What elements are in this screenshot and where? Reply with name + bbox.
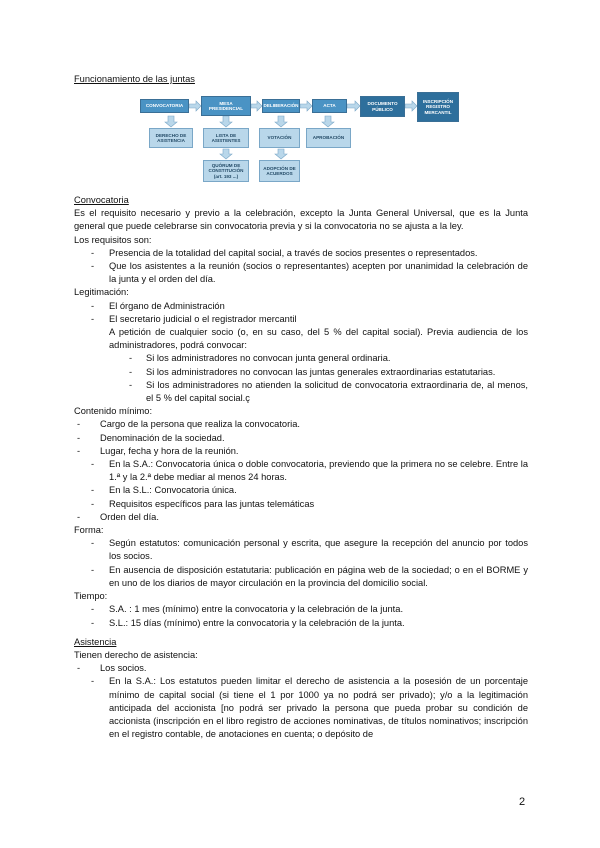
arrow-right (347, 101, 360, 111)
list-item: - Orden del día. (74, 511, 528, 524)
diagram-box-quorum: QUÓRUM DE CONSTITUCIÓN (art. 193 ...) (203, 160, 249, 182)
arrow-down (322, 116, 334, 127)
diagram-box-acta: ACTA (312, 99, 347, 113)
arrow-down (165, 116, 177, 127)
list-item: - Lugar, fecha y hora de la reunión. (74, 445, 528, 458)
paragraph: A petición de cualquier socio (o, en su caso, del 5 % del capital social). Previa audiencia de los administradores, podrá convocar: (109, 327, 528, 351)
diagram-box-documento: DOCUMENTO PÚBLICO (360, 96, 405, 117)
paragraph: Es el requisito necesario y previo a la celebración, excepto la Junta General Universal, que es la Junta general que puede celebrarse sin convocatoria previa y si la convocatoria no se ajusta a la ley. (74, 208, 528, 232)
paragraph: Contenido mínimo: (74, 406, 153, 417)
list-item: - Los socios. (74, 662, 528, 675)
list-item: - Cargo de la persona que realiza la convocatoria. (74, 418, 528, 431)
diagram-box-inscripcion: INSCRIPCIÓN REGISTRO MERCANTIL (417, 92, 459, 122)
arrow-right (251, 101, 262, 111)
list-item: - El órgano de Administración (74, 300, 528, 313)
diagram-box-derecho: DERECHO DE ASISTENCIA (149, 128, 193, 148)
arrow-down (220, 149, 232, 159)
list-item: - En la S.A.: Los estatutos pueden limitar el derecho de asistencia a la posesión de un porcentaje mínimo de capital social (si tiene el 1 por 1000 ya no podrá ser privado); y/o a la legitimación anticipada del accionista [no podrá ser privado la persona que pueda probar su condición de accionista (inscripción en el libro registro de acciones nominativas, de títulos nominativos; inscripción en el registro contable, de anotaciones en cuenta; o depósito de (74, 675, 528, 741)
paragraph: Legitimación: (74, 287, 129, 298)
diagram-box-adopcion: ADOPCIÓN DE ACUERDOS (259, 160, 300, 182)
arrow-down (220, 116, 232, 127)
list-item: - Denominación de la sociedad. (74, 432, 528, 445)
list-item: - Según estatutos: comunicación personal y escrita, que asegure la recepción del anuncio por todos los socios. (74, 537, 528, 563)
diagram-box-deliberacion: DELIBERACIÓN (262, 99, 300, 113)
arrow-right (405, 101, 417, 111)
diagram-arrows (0, 0, 600, 200)
list-item: - Presencia de la totalidad del capital social, a través de socios presentes o representados. (74, 247, 528, 260)
diagram-box-votacion: VOTACIÓN (259, 128, 300, 148)
list-item: - En la S.A.: Convocatoria única o doble convocatoria, previendo que la primera no se celebre. Entre la 1.ª y la 2.ª debe mediar al menos 24 horas. (74, 458, 528, 484)
section-heading-asistencia: Asistencia (74, 636, 117, 647)
list-item: - S.A. : 1 mes (mínimo) entre la convocatoria y la celebración de la junta. (74, 603, 528, 616)
list-item: - Si los administradores no convocan las juntas generales extraordinarias estatutarias. (74, 366, 528, 379)
list-item: - En la S.L.: Convocatoria única. (74, 484, 528, 497)
paragraph: Tiempo: (74, 591, 108, 602)
arrow-down (275, 149, 287, 159)
diagram-box-lista: LISTA DE ASISTENTES (203, 128, 249, 148)
diagram-box-mesa: MESA PRESIDENCIAL (201, 96, 251, 116)
paragraph: Forma: (74, 525, 104, 536)
document-body (74, 194, 528, 741)
section-heading-convocatoria: Convocatoria (74, 195, 129, 205)
list-item: - Si los administradores no atienden la solicitud de convocatoria extraordinaria de, al menos, el 5 % del capital social.ç (74, 379, 528, 405)
arrow-right (300, 101, 312, 111)
paragraph: Los requisitos son: (74, 234, 152, 245)
list-item: - En ausencia de disposición estatutaria: publicación en página web de la sociedad; o en el BORME y en uno de los diarios de mayor circulación en la provincia del domicilio social. (74, 564, 528, 590)
list-item: - Requisitos específicos para las juntas telemáticas (74, 498, 528, 511)
diagram-box-convocatoria: CONVOCATORIA (140, 99, 189, 113)
list-item: - Que los asistentes a la reunión (socios o representantes) acepten por unanimidad la celebración de la junta y el orden del día. (74, 260, 528, 286)
arrow-down (275, 116, 287, 127)
list-item: - Si los administradores no convocan junta general ordinaria. (74, 352, 528, 365)
list-item: - S.L.: 15 días (mínimo) entre la convocatoria y la celebración de la junta. (74, 617, 528, 630)
page-title: Funcionamiento de las juntas (74, 74, 195, 84)
list-item: - El secretario judicial o el registrador mercantil (74, 313, 528, 326)
page-number: 2 (519, 796, 526, 808)
paragraph: Tienen derecho de asistencia: (74, 649, 198, 660)
diagram-box-aprobacion: APROBACIÓN (306, 128, 351, 148)
arrow-right (189, 101, 201, 111)
